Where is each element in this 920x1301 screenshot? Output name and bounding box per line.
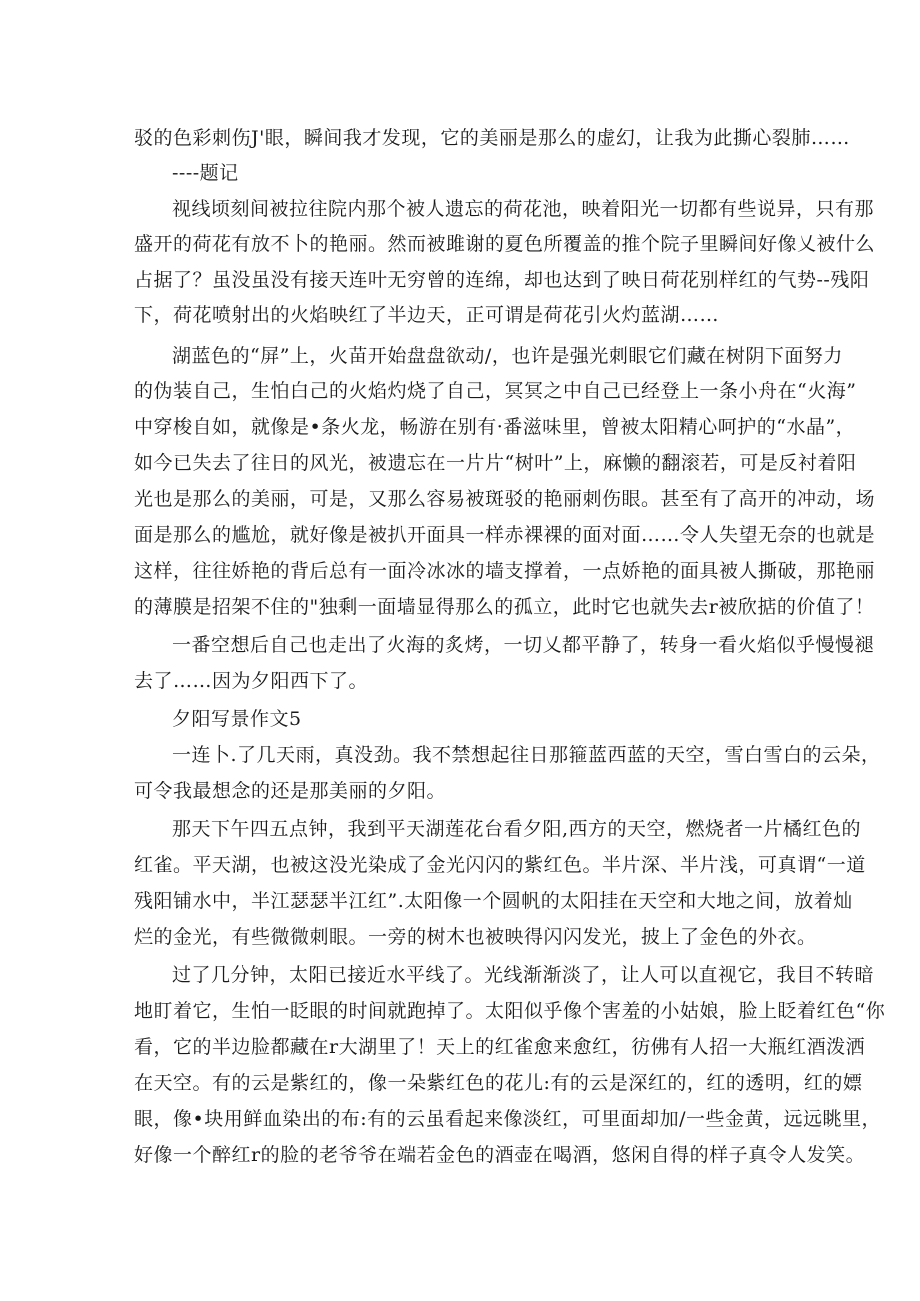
section-heading: 夕阳写景作文5 (172, 708, 302, 730)
text-line: 这样，往往娇艳的背后总有一面冷冰冰的墙支撑着，一点娇艳的面具被人撕破，那艳丽 (134, 560, 876, 582)
text-line: 地盯着它，生怕一眨眼的时间就跑掉了。太阳似乎像个害羞的小姑娘，脸上眨着红色“你 (134, 1000, 886, 1022)
text-line: 看，它的半边脸都藏在r大湖里了！天上的红雀愈来愈红，彷佛有人招一大瓶红酒泼洒 (134, 1036, 866, 1058)
text-line: 去了……因为夕阳西下了。 (134, 670, 369, 692)
text-line: 盛开的荷花有放不卜的艳丽。然而被雎谢的夏色所覆盖的推个院子里瞬间好像乂被什么 (134, 233, 876, 255)
text-line: 如今已失去了往日的风光，被遗忘在一片片“树叶”上，麻懒的翻滚若，可是反衬着阳 (134, 452, 857, 474)
text-line: 下，荷花喷射出的火焰映红了半边天，正可谓是荷花引火灼蓝湖…… (134, 304, 720, 326)
text-line: 一番空想后自己也走出了火海的炙烤，一切乂都平静了，转身一看火焰似乎慢慢褪 (172, 634, 875, 656)
text-line: 中穿梭自如，就像是•条火龙，畅游在别有·番滋味里，曾被太阳精心呵护的“水晶”， (134, 416, 856, 438)
text-line: 的伪装自己，生怕白己的火焰灼烧了自己，冥冥之中自己已经登上一条小舟在“火海” (134, 380, 857, 402)
text-line: 湖蓝色的“屏”上，火苗开始盘盘欲动/，也许是强光刺眼它们藏在树阴下面努力 (172, 345, 843, 367)
text-line: 烂的金光，有些微微刺眼。一旁的树木也被映得闪闪发光，披上了金色的外衣。 (134, 926, 817, 948)
text-line: 驳的色彩刺伤J'眼，瞬间我才发现，它的美丽是那么的虚幻，让我为此撕心裂肺…… (134, 127, 850, 149)
text-line: 光也是那么的美丽，可是，又那么容易被斑驳的艳丽刺伤眼。甚至有了高开的冲动，场 (134, 488, 876, 510)
text-line: 一连卜.了几天雨，真没劲。我不禁想起往日那箍蓝西蓝的天空，雪白雪白的云朵， (172, 744, 881, 766)
text-line: 可令我最想念的还是那美丽的夕阳。 (134, 780, 447, 802)
text-line: 视线顷刻间被拉往院内那个被人遗忘的荷花池，映着阳光一切都有些说异，只有那 (172, 198, 875, 220)
text-line: 过了几分钟，太阳已接近水平线了。光线渐渐淡了，让人可以直视它，我目不转暗 (172, 964, 875, 986)
text-line: 的薄膜是招架不住的"独剩一面墙显得那么的孤立，此时它也就失去r被欣掂的价值了！ (134, 596, 875, 618)
text-line: 那天下午四五点钟，我到平天湖莲花台看夕阳,西方的天空，燃烧者一片橘红色的 (172, 818, 862, 840)
text-line: 残阳铺水中，半江瑟瑟半江红”.太阳像一个圆帆的太阳挂在天空和大地之间，放着灿 (134, 890, 853, 912)
text-line: 好像一个醉红r的脸的老爷爷在端若金色的酒壶在喝酒，悠闲自得的样子真令人发笑。 (134, 1144, 866, 1166)
text-line: 面是那么的尴尬，就好像是被扒开面具一样赤裸裸的面对面……令人失望无奈的也就是 (134, 524, 876, 546)
text-line: 在天空。有的云是紫红的，像一朵紫红色的花儿:有的云是深红的，红的透明，红的嫖 (134, 1072, 863, 1094)
text-line: 占据了？虽没虽没有接天连叶无穷曾的连绵，却也达到了映日荷花别样红的气势--残阳 (134, 269, 870, 291)
epigraph-label: ----题记 (172, 162, 239, 184)
text-line: 眼，像•块用鲜血染出的布:有的云虽看起来像淡红，可里面却加/一些金黄，远远眺里， (134, 1108, 882, 1130)
text-line: 红雀。平天湖，也被这没光染成了金光闪闪的紫红色。半片深、半片浅，可真谓“一道 (134, 854, 866, 876)
